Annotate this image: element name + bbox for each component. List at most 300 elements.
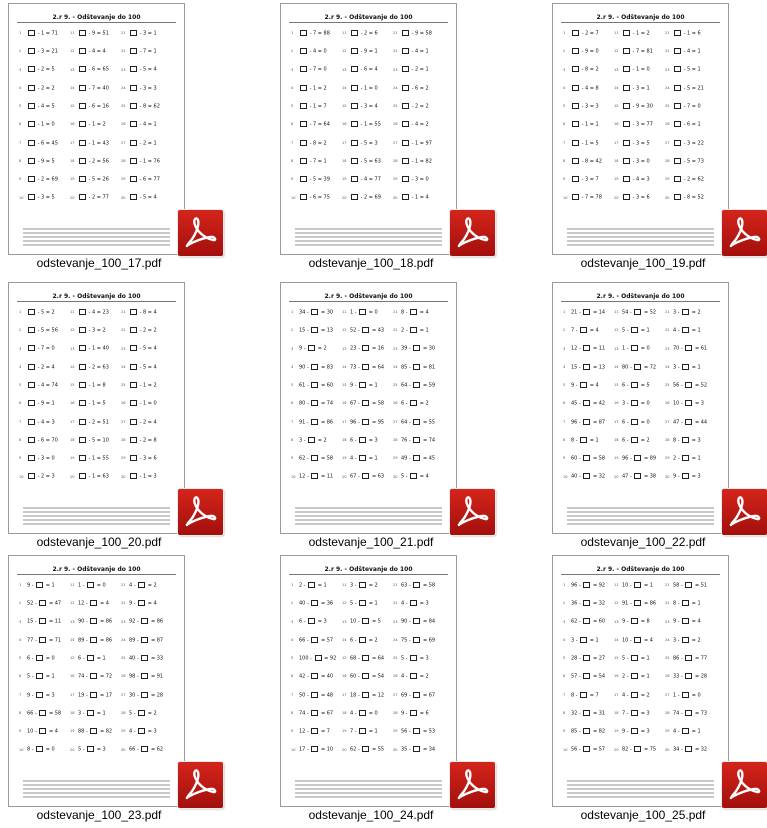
exercise [614,194,650,202]
answer-box [674,194,681,200]
file-name-label[interactable]: odstevanje_100_24.pdf [308,808,434,822]
exercise-equation: - 3 = 22 [673,140,704,147]
exercise-number: 4 [19,85,22,90]
answer-box [351,121,358,127]
exercise [393,399,429,407]
pdf-thumbnail[interactable] [552,555,729,807]
pdf-thumbnail[interactable] [8,555,185,807]
exercise-equation: 18 - = 12 [350,692,385,699]
exercise-equation: 34 - = 30 [299,309,334,316]
answer-box [130,48,137,54]
exercise-equation: - 7 = 0 [27,345,55,352]
exercise-equation: 4 - = 1 [673,327,701,334]
file-name-label[interactable]: odstevanje_100_18.pdf [308,256,434,270]
file-tile[interactable] [4,552,254,827]
exercise-equation: 57 - = 54 [571,673,606,680]
exercise [665,599,701,607]
exercise-equation: 5 - = 1 [27,673,55,680]
exercise [121,194,157,202]
answer-box [79,48,86,54]
answer-box [623,194,630,200]
answer-box [580,327,587,333]
exercise [19,618,61,626]
answer-box [634,309,641,315]
answer-box [583,618,590,624]
exercise [121,157,160,165]
answer-box [362,692,369,698]
exercise [291,691,333,699]
pdf-thumbnail[interactable] [552,282,729,534]
file-tile[interactable] [548,279,767,554]
exercise-number: 16 [70,674,75,679]
exercise [665,454,701,462]
answer-box [28,85,35,91]
exercise-row [291,709,451,727]
exercise-equation: 64 - = 59 [401,382,436,389]
exercise-number: 5 [563,656,566,661]
exercise-number: 20 [70,747,75,752]
pdf-thumbnail[interactable] [8,3,185,255]
exercise [563,157,602,165]
answer-box [138,710,145,716]
answer-box [583,309,590,315]
exercise-equation: 4 - = 3 [401,600,429,607]
file-name-label[interactable]: odstevanje_100_19.pdf [580,256,706,270]
exercise-equation: - 7 = 88 [299,30,330,37]
exercise-equation: 89 - = 86 [78,637,113,644]
file-tile[interactable] [276,552,526,827]
exercise-equation: 8 - = 7 [571,692,599,699]
exercise-equation: - 7 = 78 [571,194,602,201]
exercise-equation: - 3 = 1 [622,85,650,92]
answer-box [308,618,315,624]
answer-box [36,746,43,752]
exercise-equation: - 7 = 0 [299,66,327,73]
exercise-number: 13 [70,619,75,624]
file-tile[interactable] [276,279,526,554]
exercise-equation: 63 - = 58 [401,582,436,589]
exercise-equation: - 8 = 42 [571,158,602,165]
answer-box [674,103,681,109]
exercise-number: 8 [563,711,566,716]
exercise-equation: 6 - = 5 [622,382,650,389]
exercise-number: 25 [121,383,126,388]
exercise [19,636,61,644]
answer-box [410,655,417,661]
file-name-label[interactable]: odstevanje_100_25.pdf [580,808,706,822]
exercise-equation: - 7 = 1 [129,48,157,55]
exercise-number: 17 [342,692,347,697]
exercise-equation: 77 - = 71 [27,637,62,644]
exercise-number: 2 [563,601,566,606]
exercise-number: 10 [291,747,296,752]
title-rule [561,22,720,23]
answer-box [402,85,409,91]
exercise-number: 20 [614,747,619,752]
worksheet-title: 2.r 9. - Odštevanje do 100 [324,566,413,573]
exercise [19,454,55,462]
exercise-equation: - 8 = 2 [299,140,327,147]
exercise [342,454,378,462]
exercise-number: 9 [19,177,22,182]
answer-box [682,692,689,698]
exercise [563,672,605,680]
answer-box [130,455,137,461]
worksheet-title: 2.r 9. - Odštevanje do 100 [596,293,685,300]
answer-box [572,85,579,91]
exercise-number: 11 [342,310,347,314]
exercise-equation: - 1 = 76 [129,158,160,165]
exercise-equation: - 2 = 51 [78,419,109,426]
exercise-equation: 62 - = 58 [299,455,334,462]
exercise-equation: 4 - = 0 [350,710,378,717]
exercise-equation: - 2 = 62 [673,176,704,183]
exercise-equation: 67 - = 63 [350,473,385,480]
answer-box [36,655,43,661]
exercise-number: 16 [614,122,619,127]
exercise-row [291,194,451,212]
exercise [614,746,656,754]
exercise-number: 25 [121,656,126,661]
exercise-row [291,399,451,417]
exercise-number: 9 [291,456,294,461]
exercise-number: 17 [70,419,75,424]
exercise [19,157,55,165]
exercise-equation: 80 - = 72 [622,364,657,371]
exercise-equation: 6 - = 2 [622,437,650,444]
answer-box [413,746,420,752]
exercise-number: 15 [342,656,347,661]
answer-box [311,419,318,425]
answer-box [634,364,641,370]
exercise [342,139,378,147]
answer-box [583,600,590,606]
exercise-number: 13 [614,619,619,624]
answer-box [410,473,417,479]
exercise [342,618,381,626]
exercise-equation: 10 - = 3 [673,400,704,407]
answer-box [682,309,689,315]
answer-box [572,121,579,127]
exercise [342,363,384,371]
answer-box [351,85,358,91]
answer-box [674,121,681,127]
exercise [121,636,163,644]
exercise [121,139,157,147]
exercise-equation: 19 - = 17 [78,692,113,699]
exercise-equation: - 2 = 1 [129,140,157,147]
exercise-row [563,654,723,672]
exercise-equation: - 4 = 1 [401,48,429,55]
exercise [291,381,333,389]
exercise-number: 14 [614,85,619,90]
exercise [614,66,650,74]
exercise-number: 11 [70,583,75,587]
exercise-equation: - 1 = 8 [78,382,106,389]
exercise [665,157,704,165]
exercise-number: 28 [665,159,670,164]
exercise-equation: - 5 = 4 [129,194,157,201]
answer-box [308,582,315,588]
exercise-row [291,418,451,436]
file-name-label[interactable]: odstevanje_100_22.pdf [580,535,706,549]
answer-box [410,327,417,333]
exercise-equation: - 8 = 62 [129,103,160,110]
exercise-equation: - 4 = 3 [622,176,650,183]
answer-box [583,655,590,661]
exercise-equation: - 5 = 10 [78,437,109,444]
exercise-number: 6 [19,122,22,127]
exercise-equation: - 1 = 2 [622,30,650,37]
exercise-equation: 10 - = 5 [350,618,381,625]
exercise [291,102,327,110]
exercise [342,29,378,37]
answer-box [28,121,35,127]
file-name-label[interactable]: odstevanje_100_17.pdf [36,256,162,270]
exercise-number: 30 [665,195,670,200]
answer-box [634,746,641,752]
exercise-grid [19,308,179,491]
answer-box [130,473,137,479]
exercise [70,691,112,699]
exercise [19,672,55,680]
answer-box [583,473,590,479]
answer-box [351,66,358,72]
exercise [121,345,157,353]
exercise-row [291,727,451,745]
exercise [342,381,378,389]
exercise-number: 26 [121,674,126,679]
exercise [665,399,704,407]
exercise-equation: - 6 = 1 [673,121,701,128]
file-name-label[interactable]: odstevanje_100_23.pdf [36,808,162,822]
exercise [291,709,333,717]
exercise [70,654,106,662]
exercise-row [563,157,723,175]
file-tile[interactable] [4,0,254,275]
exercise [121,581,157,589]
exercise-row [563,454,723,472]
exercise-equation: 74 - = 72 [78,673,113,680]
answer-box [311,728,318,734]
exercise-row [291,102,451,120]
exercise-equation: - 2 = 4 [27,364,55,371]
exercise-equation: - 9 = 0 [571,48,599,55]
exercise [19,194,55,202]
exercise-number: 29 [121,729,126,734]
pdf-thumbnail[interactable] [280,555,457,807]
exercise-number: 25 [121,104,126,109]
file-name-label[interactable]: odstevanje_100_21.pdf [308,535,434,549]
exercise-equation: 62 - = 55 [350,746,385,753]
exercise [70,363,109,371]
exercise [121,418,157,426]
exercise [665,672,707,680]
exercise-number: 23 [121,67,126,72]
answer-box [682,455,689,461]
answer-box [141,655,148,661]
exercise-equation: - 3 = 5 [622,140,650,147]
exercise-number: 17 [70,692,75,697]
exercise-row [19,139,179,157]
exercise-number: 21 [121,583,126,587]
exercise [393,345,435,353]
answer-box [413,345,420,351]
file-tile[interactable] [548,552,767,827]
exercise-number: 19 [614,177,619,182]
file-name-label[interactable]: odstevanje_100_20.pdf [36,535,162,549]
exercise-number: 6 [291,674,294,679]
exercise-number: 29 [393,456,398,461]
exercise-number: 30 [393,195,398,200]
answer-box [362,655,369,661]
exercise-number: 26 [665,122,670,127]
exercise-number: 24 [393,85,398,90]
exercise-number: 12 [614,49,619,54]
exercise-number: 19 [614,456,619,461]
answer-box [311,473,318,479]
answer-box [311,309,318,315]
footer-fine-print [567,505,714,527]
title-rule [561,574,720,575]
answer-box [28,382,35,388]
exercise-equation: 98 - = 91 [129,673,164,680]
exercise-number: 21 [393,583,398,587]
exercise [665,709,707,717]
exercise [614,654,650,662]
answer-box [572,194,579,200]
exercise-number: 28 [393,159,398,164]
exercise [614,636,653,644]
exercise-equation: 9 - = 4 [571,382,599,389]
exercise-equation: 12 - = 7 [299,728,330,735]
exercise [70,66,109,74]
exercise-number: 12 [342,49,347,54]
exercise-equation: - 1 = 63 [78,473,109,480]
exercise-row [291,139,451,157]
exercise [121,436,157,444]
exercise-equation: 40 - = 32 [571,473,606,480]
answer-box [634,582,641,588]
exercise-equation: 56 - = 52 [673,382,708,389]
exercise-equation: 17 - = 10 [299,746,334,753]
pdf-thumbnail[interactable] [280,3,457,255]
exercise-equation: 60 - = 54 [350,673,385,680]
exercise-number: 22 [665,49,670,54]
exercise [121,84,157,92]
answer-box [583,364,590,370]
exercise-equation: - 6 = 65 [78,66,109,73]
file-tile[interactable] [548,0,767,275]
exercise-row [563,636,723,654]
pdf-thumbnail[interactable] [552,3,729,255]
exercise [70,120,106,128]
exercise [291,194,330,202]
answer-box [138,582,145,588]
answer-box [410,600,417,606]
exercise [665,636,701,644]
file-tile[interactable] [4,279,254,554]
answer-box [351,140,358,146]
worksheet-title: 2.r 9. - Odštevanje do 100 [52,293,141,300]
exercise [563,381,599,389]
answer-box [311,710,318,716]
exercise-equation: - 2 = 7 [571,30,599,37]
answer-box [130,103,137,109]
exercise [70,473,109,481]
exercise-number: 17 [70,140,75,145]
exercise-number: 23 [665,67,670,72]
exercise-number: 13 [70,346,75,351]
exercise-row [19,418,179,436]
answer-box [682,437,689,443]
answer-box [315,655,322,661]
exercise-equation: 66 - = 58 [27,710,62,717]
exercise-number: 20 [342,474,347,479]
exercise-row [19,636,179,654]
answer-box [90,728,97,734]
exercise-equation: - 3 = 6 [622,194,650,201]
exercise-equation: 69 - = 67 [401,692,436,699]
exercise-equation: 58 - = 51 [673,582,708,589]
exercise-row [19,618,179,636]
exercise-equation: - 1 = 3 [129,473,157,480]
answer-box [623,30,630,36]
exercise-equation: 64 - = 55 [401,419,436,426]
exercise [291,345,327,353]
pdf-thumbnail[interactable] [280,282,457,534]
answer-box [685,655,692,661]
answer-box [311,382,318,388]
exercise-equation: - 1 = 71 [27,30,58,37]
file-tile[interactable] [276,0,526,275]
exercise [614,120,653,128]
exercise [393,66,429,74]
exercise-equation: 47 - = 44 [673,419,708,426]
exercise-number: 16 [614,674,619,679]
exercise [19,691,55,699]
exercise-number: 3 [291,619,294,624]
exercise [19,363,55,371]
exercise [19,345,55,353]
exercise [614,399,650,407]
exercise [342,709,378,717]
exercise-number: 12 [70,601,75,606]
exercise-number: 10 [19,195,24,200]
answer-box [130,158,137,164]
exercise [342,636,378,644]
exercise-number: 21 [665,310,670,314]
exercise-number: 29 [665,729,670,734]
exercise-number: 2 [19,328,22,333]
exercise-number: 23 [665,619,670,624]
exercise-row [563,727,723,745]
answer-box [39,618,46,624]
answer-box [631,692,638,698]
exercise-equation: - 2 = 2 [401,103,429,110]
exercise-equation: 61 - = 60 [299,382,334,389]
answer-box [79,419,86,425]
exercise [393,691,435,699]
exercise-row [291,345,451,363]
exercise-number: 28 [121,438,126,443]
pdf-thumbnail[interactable] [8,282,185,534]
answer-box [402,48,409,54]
exercise [342,120,381,128]
exercise-number: 4 [19,364,22,369]
exercise-equation: 8 - = 4 [401,309,429,316]
exercise-equation: - 3 = 0 [622,158,650,165]
